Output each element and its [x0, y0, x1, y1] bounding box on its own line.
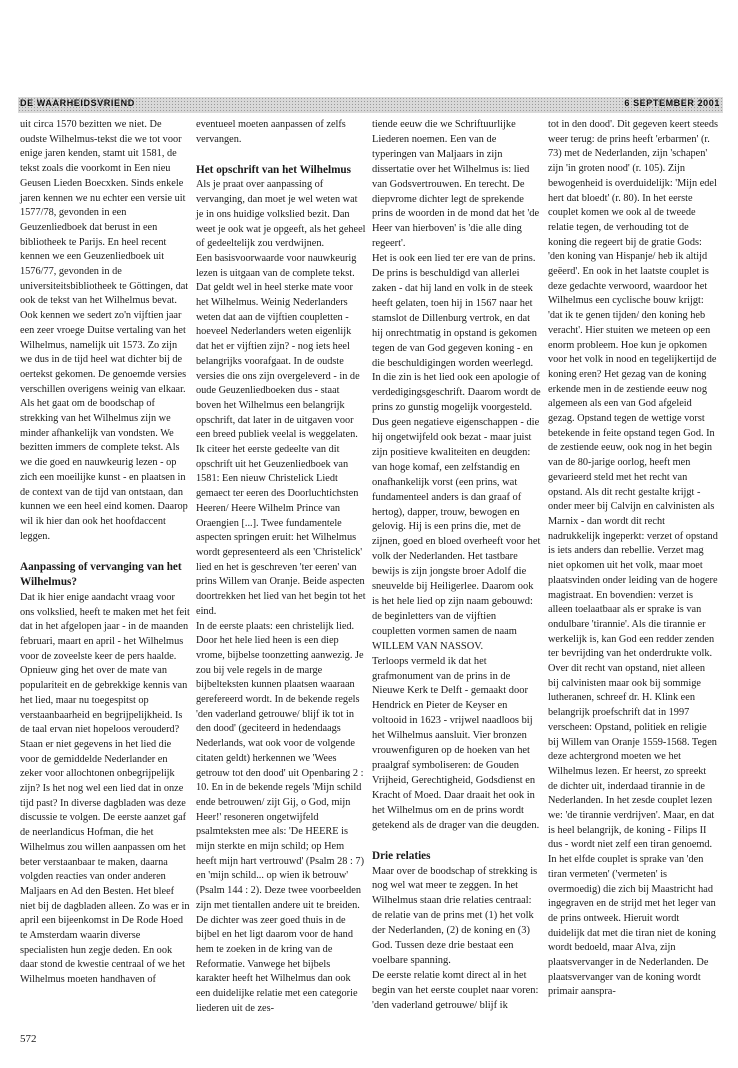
journal-name: DE WAARHEIDSVRIEND — [20, 98, 135, 108]
section-heading: Drie relaties — [372, 850, 431, 862]
column-2 — [196, 118, 366, 1016]
section-heading: Het opschrift van het Wilhelmus — [196, 163, 351, 176]
paragraph: Als het gaat om de boodschap of strekking van het Wilhelmus zijn we minder afhankelijk van vondsten. We bezitten immers de complete tekst. Als we die goed en nauwkeurig lezen - op zich een moeilijke kunst - en plaatsen in de context van de tijd van ontstaan, dan kunnen we een heel eind komen. Daarop wil ik hier dan ook het hoofdaccent leggen. — [20, 398, 188, 542]
paragraph: De eerste relatie komt direct al in het begin van het eerste couplet naar voren: 'den vaderland getrouwe/ blijf ik — [372, 969, 539, 1011]
page-number: 572 — [20, 1033, 37, 1045]
column-3 — [372, 118, 542, 1014]
issue-date: 6 SEPTEMBER 2001 — [624, 98, 720, 108]
column-1 — [20, 118, 190, 988]
paragraph: In de eerste plaats: een christelijk lied. Door het hele lied heen is een diep vrome, bijbelse toonzetting aanwezig. Je zou bij vele regels in de marge bijbelteksten kunnen plaatsen waaraan gerefereerd wordt. In de bekende regels 'den vaderland getrouwe/ blijf ik tot in den dood' (geciteerd in hedendaags Nederlands, wat ook voor de volgende citaten geldt) herkennen we 'Wees getrouw tot den dood' uit Openbaring 2 : 10. En in de bekende regels 'Mijn schild ende betrouwen/ zijt Gij, o God, mijn Heer!' resoneren ongetwijfeld psalmteksten mee als: 'De HEERE is mijn sterkte en mijn schild; op Hem heeft mijn hart vertrouwd' (Psalm 28 : 7) en 'mijn schild... op wien ik betrouw' (Psalm 144 : 2). Deze twee voorbeelden zijn met tientallen andere uit te breiden. De dichter was zeer goed thuis in de bijbel en het ligt daarom voor de hand hem te zoeken in de kring van de Reformatie. Vanwege het bijbels karakter heeft het Wilhelmus dan ook een duidelijke relatie met een categorie liederen uit de zes- — [196, 620, 364, 1014]
paragraph: tiende eeuw die we Schriftuurlijke Liederen noemen. Een van de typeringen van Maljaars in zijn dissertatie over het Wilhelmus is: lied van Godsvertrouwen. En terecht. De diepvrome dichter legt de sprekende prins de woorden in de mond dat het 'de Heer van hierboven' is 'die alle ding regeert'. — [372, 119, 540, 250]
column-4 — [548, 118, 718, 1000]
paragraph: Maar over de boodschap of strekking is nog wel wat meer te zeggen. In het Wilhelmus staan drie relaties centraal: de relatie van de prins met (1) het volk der Nederlanden, (2) de koning en (3) God. Tussen deze drie bestaat een voelbare spanning. — [372, 865, 538, 966]
section-heading: Aanpassing of vervanging van het Wilhelmus? — [20, 560, 182, 589]
paragraph: Als je praat over aanpassing of vervanging, dan moet je wel weten wat je in ons huidige volkslied bezit. Dan weet je ook wat je opgeeft, als het geheel of gedeeltelijk zou verdwijnen. — [196, 179, 366, 250]
running-header — [18, 97, 723, 113]
paragraph: eventueel moeten aanpassen of zelfs vervangen. — [196, 119, 346, 145]
paragraph: tot in den dood'. Dit gegeven keert steeds weer terug: de prins heeft 'erbarmen' (r. 73) met de Nederlanden, zijn 'schapen' zijn 'in groten nood' (r. 105). Zijn bewogenheid is overduidelijk: 'Mijn edel hert dat bloedt' (r. 80). In het eerste couplet komen we ook al de tweede relatie tegen, de verhouding tot de koning die regeert bij de gratie Gods: 'den koning van Hispanje/ heb ik altijd geëerd'. En ook in het laatste couplet is deze gedachte verwoord, waardoor het Wilhelmus een cyclische bouw krijgt: 'dat ik te genen tijden/ den koning heb veracht'. Hier stuiten we meteen op een enorm probleem. Hoe kun je opkomen voor het volk in nood en tegelijkertijd de koning eren? Het gezag van de koning erkende men in de zestiende eeuw nog algemeen als een van God afgeleid gezag. Opstand tegen de wettige vorst betekende in feite opstand tegen God. In de zestiende eeuw, ook nog in het begin van de 80-jarige oorlog, heeft men gevarieerd steld met het recht van opstand. Als dit recht gestalte krijgt - onder meer bij Calvijn en calvinisten als Marnix - dan wordt dit recht nadrukkelijk ingeperkt: verzet of opstand is iets anders dan rebellie. Verzet mag niet opkomen uit het volk, maar moet plaatsvinden onder leiding van de hogere magistraat. En bovendien: verzet is alleen toelaatbaar als er sprake is van ondulbare 'tirannie'. Als die tirannie er werkelijk is, kan God een redder zenden ter bevrijding van het onderdrukte volk. Over dit recht van opstand, niet alleen bij calvinisten maar ook bij sommige lutheranen, schreef dr. H. Klink een belangrijk proefschrift dat in 1997 verscheen: Opstand, politiek en religie bij Willem van Oranje 1559-1568. Tegen deze achtergrond moeten we het Wilhelmus lezen. Er heerst, zo spreekt de dichter uit, inderdaad tirannie in de Nederlanden. In het zesde couplet lezen we: 'de tirannie verdrijven'. Maar, en dat is heel belangrijk, de koning - Filips II dus - wordt niet zelf een tiran genoemd. In het elfde couplet is sprake van 'den tiran vermeten' ('vermeten' is overmoedig) die zich bij Maastricht had ingegraven en de strijd met het leger van de prins ontweek. Hieruit wordt duidelijk dat met die tiran niet de koning wordt bedoeld, maar Alva, zijn plaatsvervanger in de Nederlanden. De plaatsvervanger van de koning wordt primair aanspra- — [548, 119, 718, 998]
paragraph: Het is ook een lied ter ere van de prins. De prins is beschuldigd van allerlei zaken - dat hij land en volk in de steek heeft gelaten, toen hij in 1567 naar het stamslot de Dillenburg vertrok, en dat hij onrechtmatig in opstand is gekomen tegen de van God gegeven koning - en die beschuldigingen worden weerlegd. In die zin is het lied ook een apologie of verdedigingsgeschrift. Daarom wordt de prins zo gunstig mogelijk voorgesteld. Dus geen negatieve eigenschappen - die hij ongetwijfeld ook bezat - maar juist zijn positieve kwaliteiten en deugden: van hoge komaf, een zelfstandig en onafhankelijk vorst (een prins, wat fundamenteel anders is dan graaf of hertog), dapper, trouw, bewogen en gelovig. Hij is een prins die, met de zijnen, goed en bloed overheeft voor het volk der Nederlanden. Het tastbare bewijs is zijn jongste broer Adolf die sneuvelde bij Heiligerlee. Daarom ook is het hele lied op zijn naam gebouwd: de beginletters van de vijftien coupletten vormen samen de naam WILLEM VAN NASSOV. — [372, 253, 541, 652]
paragraph: Dat ik hier enige aandacht vraag voor ons volkslied, heeft te maken met het feit dat in het afgelopen jaar - in de maanden februari, maart en april - het Wilhelmus voor de zoveelste keer de pers haalde. Opnieuw ging het over de mate van populariteit en de gebrekkige kennis van het lied, maar nu toegespitst op verstaanbaarheid en begrijpelijkheid. Is de taal ervan niet hopeloos verouderd? Staan er niet gegevens in het lied die voor de gemiddelde Nederlander en zeker voor allochtonen onbegrijpelijk zijn? Is het nog wel een lied dat in onze tijd past? In diverse dagbladen was deze discussie te volgen. De eerste aanzet gaf de neerlandicus Hofman, die het Wilhelmus zou willen aanpassen om het beter verstaanbaar te maken, daarna volgden reacties van onder anderen Maljaars en Ad den Besten. Het bleef niet bij de dagbladen alleen. Zo was er in april een bijeenkomst in De Rode Hoed te Amsterdam waarin diverse specialisten hun zegje deden. En ook daar stond de kwestie centraal of we het Wilhelmus moeten handhaven of — [20, 591, 190, 986]
paragraph: Een basisvoorwaarde voor nauwkeurig lezen is uitgaan van de complete tekst. Dat geldt wel in heel sterke mate voor het Wilhelmus. Weinig Nederlanders weten dat aan de vijftien coupletten - hoeveel Nederlanders weten eigenlijk dat het er vijftien zijn? - nog iets heel belangrijks voorafgaat. In de oudste versies die ons zijn overgeleverd - in de oude Geuzenliedboeken dus - staat boven het Wilhelmus een belangrijk opschrift, dat later in de uitgaven voor een breed publiek veelal is weggelaten. Ik citeer het eerste gedeelte van dit opschrift uit het Geuzenliedboek van 1581: Een nieuw Christelick Liedt gemaect ter eeren des Doorluchtichsten Heeren/ Heere Wilhelm Prince van Oraengien [...]. Twee fundamentele aspecten springen eruit: het Wilhelmus wordt gepresenteerd als een 'Christelick' lied en het is geschreven 'ter eeren' van prins Willem van Oranje. Beide aspecten doortrekken het lied van het begin tot het eind. — [196, 252, 366, 617]
paragraph: uit circa 1570 bezitten we niet. De oudste Wilhelmus-tekst die we tot voor enige jaren kenden, stamt uit 1581, de tekst zoals die voorkomt in Een nieu Geusen Lieden Boecxken. Sinds enkele jaren kennen we nu echter een versie uit 1577/78, gevonden in een Geuzenliedboek dat berust in een bibliotheek te Parijs. En heel recent kennen we een Geuzenliedboek uit 1576/77, gevonden in de universiteitsbibliotheek te Göttingen, dat ook de tekst van het Wilhelmus bevat. Ook kennen we sedert zo'n vijftien jaar een zeer vroege Duitse vertaling van het Wilhelmus, namelijk uit 1573. Zo zijn we dus in de tijd heel wat dichter bij de oertekst gekomen. De genoemde versies verschillen overigens weinig van elkaar. — [20, 119, 189, 395]
paragraph: Terloops vermeld ik dat het grafmonument van de prins in de Nieuwe Kerk te Delft - gemaakt door Hendrick en Pieter de Keyser en voltooid in 1623 - vrijwel naadloos bij het Wilhelmus aansluit. Vier bronzen vrouwenfiguren op de hoeken van het praalgraf symboliseren: de Gouden Vrijheid, Gerechtigheid, Godsdienst en Kracht of Moed. Daar draait het ook in het Wilhelmus om en de prins wordt getekend als de drager van die deugden. — [372, 655, 540, 831]
